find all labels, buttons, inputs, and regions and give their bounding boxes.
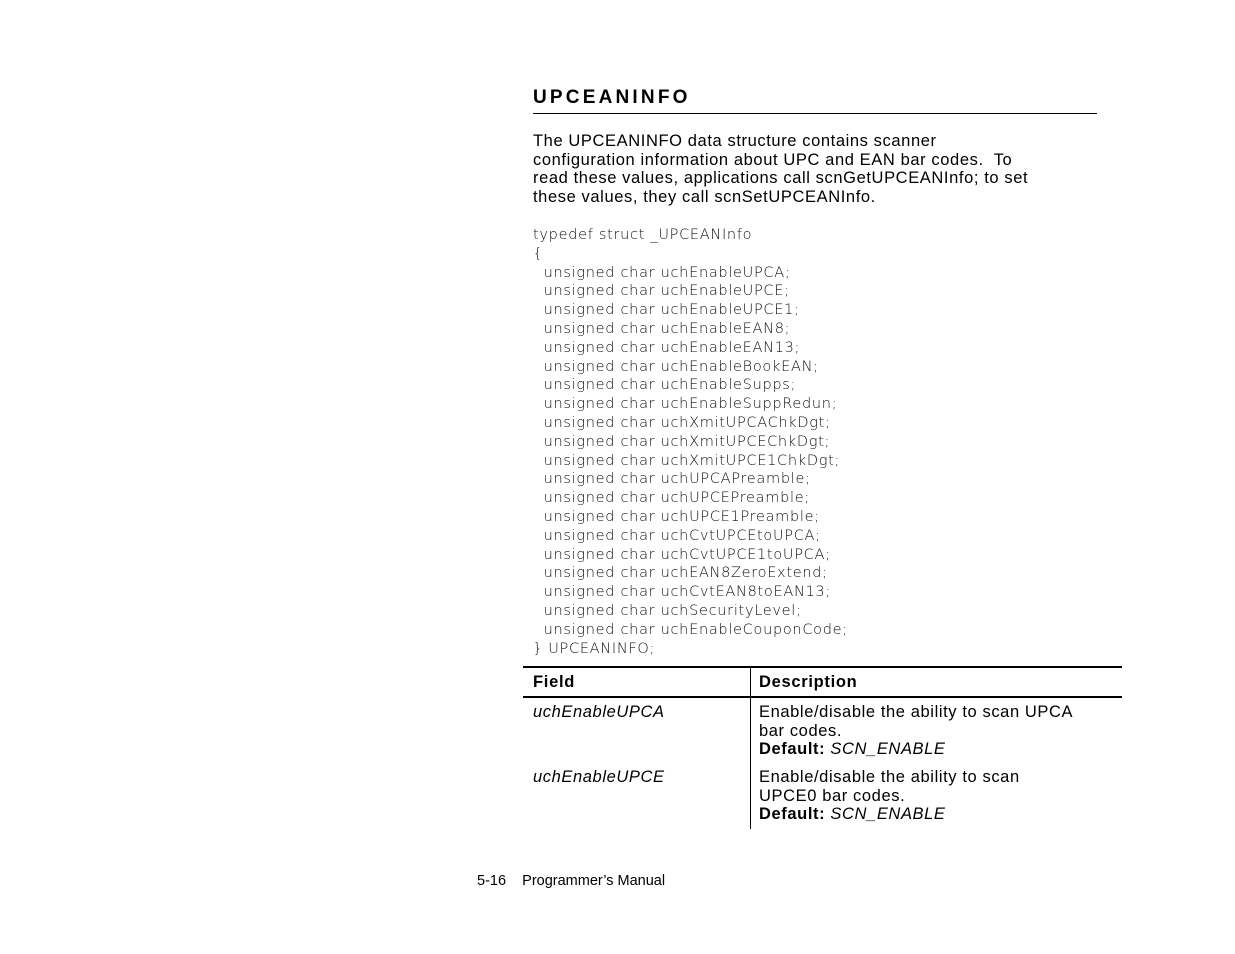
page-footer (477, 872, 665, 890)
code-line: unsigned char uchEnableBookEAN; (533, 358, 819, 375)
default-label: Default: (759, 805, 826, 824)
default-value: SCN_ENABLE (830, 805, 946, 824)
code-line: unsigned char uchEnableSuppRedun; (533, 396, 838, 413)
code-line: unsigned char uchEAN8ZeroExtend; (533, 565, 828, 582)
manual-title: Programmer’s Manual (522, 873, 666, 889)
header-field: Field (533, 673, 576, 691)
field-name: uchEnableUPCE (533, 768, 665, 786)
field-description (759, 768, 1119, 824)
intro-line: these values, they call scnSetUPCEANInfo. (533, 188, 876, 207)
title-underline (533, 113, 1097, 114)
field-description (759, 703, 1119, 759)
table-column-divider (750, 666, 751, 829)
code-line: unsigned char uchEnableCouponCode; (533, 621, 848, 638)
code-line: unsigned char uchSecurityLevel; (533, 602, 802, 619)
header-description: Description (759, 673, 858, 691)
default-line (759, 805, 1119, 824)
code-line: unsigned char uchUPCAPreamble; (533, 471, 811, 488)
code-line: unsigned char uchEnableSupps; (533, 377, 797, 394)
page-number: 5-16 (477, 873, 507, 889)
table-header-rule (523, 696, 1122, 698)
intro-line: The UPCEANINFO data structure contains scanner (533, 132, 937, 150)
code-line: unsigned char uchXmitUPCEChkDgt; (533, 433, 831, 450)
code-line: unsigned char uchCvtUPCEtoUPCA; (533, 527, 821, 544)
description-line: UPCE0 bar codes. (759, 786, 906, 805)
code-line: unsigned char uchCvtUPCE1toUPCA; (533, 546, 831, 563)
field-name: uchEnableUPCA (533, 703, 665, 721)
code-line: } UPCEANINFO; (533, 640, 656, 657)
struct-definition (533, 226, 848, 658)
intro-paragraph (533, 132, 1093, 207)
default-label: Default: (759, 740, 826, 759)
intro-line: read these values, applications call scnGetUPCEANInfo; to set (533, 169, 1029, 188)
description-line: bar codes. (759, 721, 843, 740)
code-line: typedef struct _UPCEANInfo (533, 227, 753, 243)
code-line: unsigned char uchEnableEAN13; (533, 339, 801, 356)
code-line: unsigned char uchXmitUPCAChkDgt; (533, 414, 831, 431)
code-line: unsigned char uchUPCEPreamble; (533, 490, 810, 507)
code-line: { (533, 245, 543, 262)
code-line: unsigned char uchEnableUPCE1; (533, 302, 800, 319)
table-top-rule (523, 666, 1122, 668)
code-line: unsigned char uchCvtEAN8toEAN13; (533, 584, 831, 601)
code-line: unsigned char uchXmitUPCE1ChkDgt; (533, 452, 841, 469)
section-title: UPCEANINFO (533, 87, 691, 108)
code-line: unsigned char uchEnableUPCE; (533, 283, 790, 300)
intro-line: configuration information about UPC and EAN bar codes. To (533, 150, 1013, 169)
default-value: SCN_ENABLE (830, 740, 946, 759)
description-line: Enable/disable the ability to scan UPCA (759, 703, 1074, 721)
description-line: Enable/disable the ability to scan (759, 768, 1020, 786)
code-line: unsigned char uchUPCE1Preamble; (533, 508, 820, 525)
code-line: unsigned char uchEnableEAN8; (533, 320, 791, 337)
default-line (759, 740, 1119, 759)
code-line: unsigned char uchEnableUPCA; (533, 264, 791, 281)
